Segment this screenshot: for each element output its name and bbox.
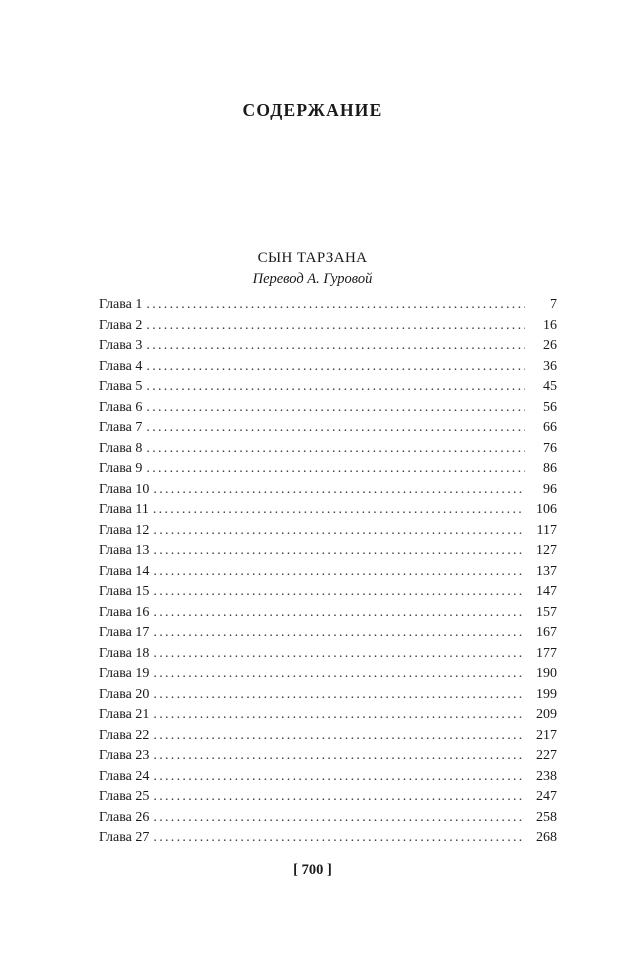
toc-entry-page: 36 xyxy=(543,358,557,374)
toc-entry-label: Глава 8 xyxy=(99,440,143,456)
contents-heading: СОДЕРЖАНИЕ xyxy=(242,100,383,120)
toc-entry-label: Глава 21 xyxy=(99,707,150,722)
dot-leader xyxy=(146,377,525,398)
dot-leader xyxy=(153,480,525,501)
toc-entry-page: 137 xyxy=(536,563,557,579)
toc-entry-page: 76 xyxy=(543,440,557,456)
dot-leader xyxy=(146,439,525,460)
dot-leader xyxy=(153,808,525,829)
toc-entry-page: 238 xyxy=(536,768,557,784)
toc-entry-label: Глава 6 xyxy=(99,399,143,415)
toc-entry-page: 258 xyxy=(536,809,557,825)
toc-entry-label: Глава 3 xyxy=(99,338,143,353)
toc-entry[interactable] xyxy=(99,398,557,419)
dot-leader xyxy=(146,336,525,357)
toc-entry-label: Глава 9 xyxy=(99,461,143,476)
toc-entry-page: 16 xyxy=(543,317,557,333)
dot-leader xyxy=(146,316,525,337)
dot-leader xyxy=(146,418,525,439)
toc-entry[interactable] xyxy=(99,562,557,583)
toc-entry-label: Глава 25 xyxy=(99,789,150,804)
toc-entry-label: Глава 27 xyxy=(99,830,150,845)
dot-leader xyxy=(153,664,525,685)
toc-entry[interactable] xyxy=(99,521,557,542)
toc-entry-page: 199 xyxy=(536,686,557,702)
toc-entry-label: Глава 16 xyxy=(99,604,150,620)
toc-entry-page: 56 xyxy=(543,399,557,415)
dot-leader xyxy=(153,541,525,562)
toc-entry-page: 86 xyxy=(543,461,557,476)
toc-entry-page: 127 xyxy=(536,543,557,558)
translator-credit: Перевод А. Гуровой xyxy=(252,271,373,287)
dot-leader xyxy=(146,357,525,378)
dot-leader xyxy=(153,521,525,542)
toc-entry-label: Глава 5 xyxy=(99,379,143,394)
toc-entry-label: Глава 26 xyxy=(99,809,150,825)
toc-entry[interactable] xyxy=(99,459,557,480)
toc-entry-page: 190 xyxy=(536,666,557,681)
dot-leader xyxy=(153,828,525,849)
toc-entry[interactable] xyxy=(99,787,557,808)
toc-entry[interactable] xyxy=(99,357,557,378)
dot-leader xyxy=(153,746,525,767)
dot-leader xyxy=(153,767,525,788)
toc-list xyxy=(99,295,557,849)
toc-entry-page: 147 xyxy=(536,584,557,599)
toc-entry-page: 96 xyxy=(543,481,557,497)
toc-entry[interactable] xyxy=(99,541,557,562)
page-number: [ 700 ] xyxy=(293,862,332,878)
toc-entry[interactable] xyxy=(99,664,557,685)
toc-entry-label: Глава 11 xyxy=(99,502,149,517)
toc-entry-page: 45 xyxy=(543,379,557,394)
toc-entry[interactable] xyxy=(99,336,557,357)
toc-entry-label: Глава 20 xyxy=(99,686,150,702)
toc-entry[interactable] xyxy=(99,439,557,460)
toc-entry[interactable] xyxy=(99,828,557,849)
toc-entry-label: Глава 13 xyxy=(99,543,150,558)
toc-entry-label: Глава 7 xyxy=(99,420,143,435)
toc-entry-label: Глава 23 xyxy=(99,748,150,763)
dot-leader xyxy=(153,582,525,603)
toc-entry[interactable] xyxy=(99,377,557,398)
dot-leader xyxy=(146,459,525,480)
toc-entry[interactable] xyxy=(99,746,557,767)
toc-entry-label: Глава 4 xyxy=(99,358,143,374)
toc-entry-label: Глава 22 xyxy=(99,727,150,743)
toc-entry[interactable] xyxy=(99,726,557,747)
toc-entry[interactable] xyxy=(99,685,557,706)
toc-entry[interactable] xyxy=(99,808,557,829)
section-title: СЫН ТАРЗАНА xyxy=(257,250,368,266)
toc-entry-label: Глава 18 xyxy=(99,645,150,661)
toc-entry-label: Глава 17 xyxy=(99,625,150,640)
toc-entry-label: Глава 12 xyxy=(99,522,150,538)
toc-entry[interactable] xyxy=(99,295,557,316)
toc-entry[interactable] xyxy=(99,582,557,603)
dot-leader xyxy=(153,500,525,521)
dot-leader xyxy=(153,623,525,644)
toc-entry-label: Глава 14 xyxy=(99,563,150,579)
toc-entry[interactable] xyxy=(99,418,557,439)
dot-leader xyxy=(153,562,525,583)
toc-entry[interactable] xyxy=(99,705,557,726)
toc-entry-label: Глава 1 xyxy=(99,297,143,312)
toc-entry[interactable] xyxy=(99,767,557,788)
toc-entry-page: 106 xyxy=(536,502,557,517)
toc-entry-page: 247 xyxy=(536,789,557,804)
toc-entry-page: 227 xyxy=(536,748,557,763)
toc-entry-page: 26 xyxy=(543,338,557,353)
dot-leader xyxy=(146,398,525,419)
toc-entry-page: 117 xyxy=(536,522,557,538)
toc-entry-page: 157 xyxy=(536,604,557,620)
toc-entry[interactable] xyxy=(99,480,557,501)
dot-leader xyxy=(153,603,525,624)
toc-entry-page: 66 xyxy=(543,420,557,435)
dot-leader xyxy=(153,644,525,665)
toc-entry-page: 217 xyxy=(536,727,557,743)
dot-leader xyxy=(146,295,525,316)
dot-leader xyxy=(153,685,525,706)
toc-entry[interactable] xyxy=(99,500,557,521)
toc-entry-page: 209 xyxy=(536,707,557,722)
toc-entry-label: Глава 15 xyxy=(99,584,150,599)
toc-entry[interactable] xyxy=(99,644,557,665)
toc-entry-label: Глава 10 xyxy=(99,481,150,497)
toc-entry-label: Глава 2 xyxy=(99,317,143,333)
dot-leader xyxy=(153,705,525,726)
toc-entry-page: 177 xyxy=(536,645,557,661)
toc-entry[interactable] xyxy=(99,603,557,624)
toc-entry[interactable] xyxy=(99,316,557,337)
dot-leader xyxy=(153,726,525,747)
toc-entry[interactable] xyxy=(99,623,557,644)
dot-leader xyxy=(153,787,525,808)
toc-entry-page: 167 xyxy=(536,625,557,640)
toc-entry-label: Глава 24 xyxy=(99,768,150,784)
toc-entry-page: 7 xyxy=(550,297,557,312)
toc-entry-label: Глава 19 xyxy=(99,666,150,681)
toc-entry-page: 268 xyxy=(536,830,557,845)
